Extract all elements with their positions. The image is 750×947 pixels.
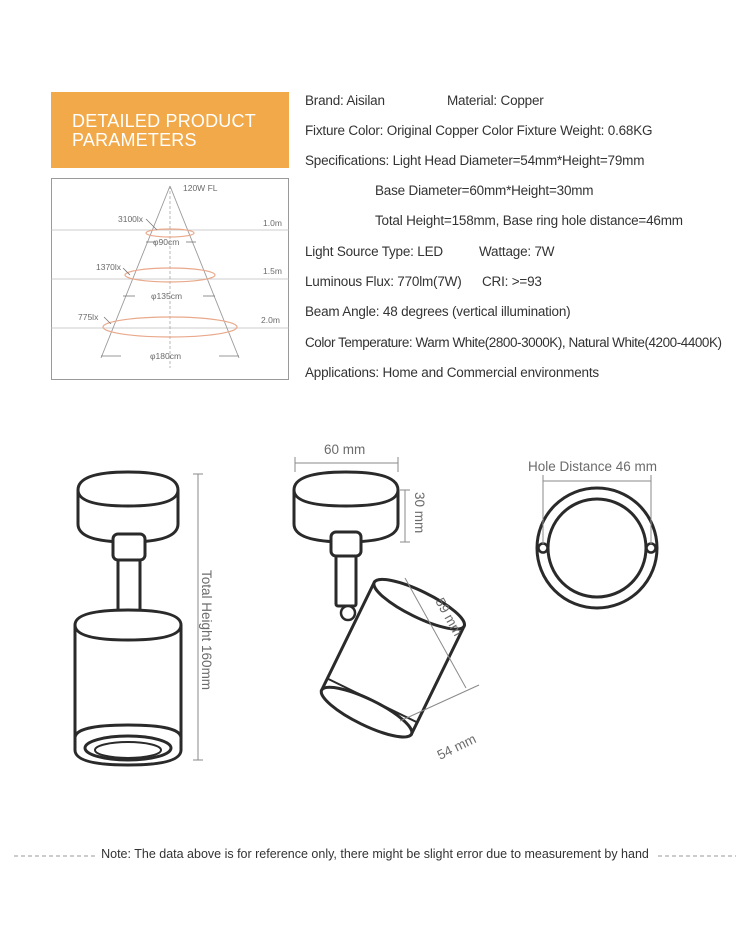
beam-lux-1: 3100lx <box>118 214 144 224</box>
beam-diagram-title: 120W FL <box>183 183 218 193</box>
spec-material: Material: Copper <box>447 93 544 108</box>
section-title-badge <box>51 92 289 168</box>
front-view-drawing <box>75 472 181 765</box>
beam-lux-2: 1370lx <box>96 262 122 272</box>
base-width-label: 60 mm <box>324 442 366 457</box>
spec-cri: CRI: >=93 <box>482 274 542 289</box>
head-diameter-label: 54 mm <box>434 731 479 763</box>
beam-diameter-2: φ135cm <box>151 291 183 301</box>
beam-diameter-1: φ90cm <box>153 237 180 247</box>
beam-spread-diagram <box>51 178 289 380</box>
beam-lux-3: 775lx <box>78 312 99 322</box>
footnote <box>0 847 750 861</box>
spec-color-weight: Fixture Color: Original Copper Color Fixture Weight: 0.68KG <box>305 123 653 138</box>
footnote-text: Note: The data above is for reference only, there might be slight error due to measurement by hand <box>95 847 655 861</box>
spec-light-source: Light Source Type: LED <box>305 244 443 259</box>
spec-color-temperature: Color Temperature: Warm White(2800-3000K), Natural White(4200-4400K) <box>305 335 722 350</box>
top-view-drawing <box>537 488 657 608</box>
technical-drawings <box>0 420 750 780</box>
spec-dimensions-total: Total Height=158mm, Base ring hole distance=46mm <box>375 213 683 228</box>
hole-distance-label: Hole Distance 46 mm <box>528 459 658 474</box>
base-height-label: 30 mm <box>412 492 427 534</box>
spec-wattage: Wattage: 7W <box>479 244 555 259</box>
spec-dimensions-base: Base Diameter=60mm*Height=30mm <box>375 183 594 198</box>
beam-distance-1: 1.0m <box>263 218 282 228</box>
spec-brand: Brand: Aisilan <box>305 93 385 108</box>
total-height-label: Total Height 160mm <box>199 570 214 691</box>
section-title-line1: DETAILED PRODUCT <box>72 111 256 131</box>
spec-beam-angle: Beam Angle: 48 degrees (vertical illumination) <box>305 304 571 319</box>
head-length-label: 59 mm <box>432 595 466 639</box>
spec-dimensions-head: Specifications: Light Head Diameter=54mm*Height=79mm <box>305 153 645 168</box>
section-title-line2: PARAMETERS <box>72 130 197 150</box>
beam-distance-2: 1.5m <box>263 266 282 276</box>
spec-applications: Applications: Home and Commercial environments <box>305 365 599 380</box>
beam-diameter-3: φ180cm <box>150 351 182 361</box>
spec-luminous-flux: Luminous Flux: 770lm(7W) <box>305 274 462 289</box>
beam-distance-3: 2.0m <box>261 315 280 325</box>
